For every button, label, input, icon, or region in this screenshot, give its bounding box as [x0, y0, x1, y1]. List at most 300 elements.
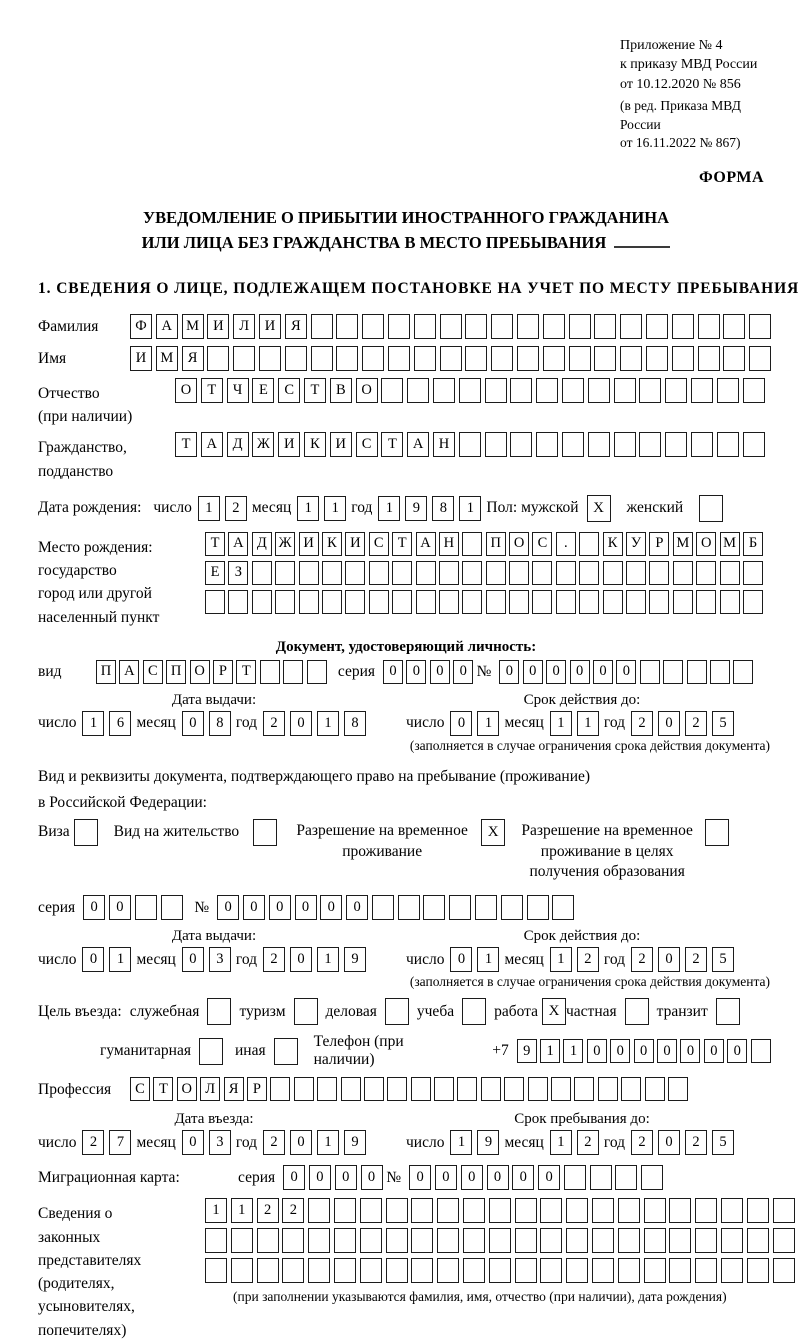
form-cell[interactable]	[556, 590, 576, 614]
form-cell[interactable]: 0	[406, 660, 426, 684]
form-cell[interactable]: 0	[290, 1130, 312, 1155]
form-cell[interactable]	[317, 1077, 337, 1101]
form-cell[interactable]	[362, 346, 384, 371]
form-cell[interactable]	[345, 590, 365, 614]
form-cell[interactable]	[407, 378, 429, 403]
form-cell[interactable]: 0	[727, 1039, 747, 1063]
form-cell[interactable]	[311, 314, 333, 339]
form-cell[interactable]: 0	[658, 1130, 680, 1155]
form-cell[interactable]	[646, 314, 668, 339]
form-cell[interactable]: 9	[517, 1039, 537, 1063]
form-cell[interactable]	[615, 1165, 637, 1190]
form-cell[interactable]	[588, 432, 610, 457]
form-cell[interactable]	[733, 660, 753, 684]
form-cell[interactable]	[392, 561, 412, 585]
form-cell[interactable]	[645, 1077, 665, 1101]
form-cell[interactable]: 0	[430, 660, 450, 684]
form-cell[interactable]: 2	[82, 1130, 104, 1155]
form-cell[interactable]	[672, 314, 694, 339]
form-cell[interactable]: 0	[680, 1039, 700, 1063]
form-cell[interactable]	[299, 561, 319, 585]
form-cell[interactable]	[603, 561, 623, 585]
form-cell[interactable]	[233, 346, 255, 371]
form-cell[interactable]: Т	[236, 660, 256, 684]
form-cell[interactable]: Т	[175, 432, 197, 457]
form-cell[interactable]: П	[486, 532, 506, 556]
form-cell[interactable]	[540, 1198, 562, 1223]
form-cell[interactable]: 1	[317, 711, 339, 736]
form-cell[interactable]: 1	[550, 711, 572, 736]
form-cell[interactable]: А	[407, 432, 429, 457]
form-cell[interactable]	[231, 1258, 253, 1283]
form-cell[interactable]	[773, 1198, 795, 1223]
form-cell[interactable]	[489, 1258, 511, 1283]
form-cell[interactable]	[592, 1258, 614, 1283]
checkbox-purpose-humanitarian[interactable]	[199, 1038, 223, 1065]
form-cell[interactable]: 0	[217, 895, 239, 920]
form-cell[interactable]	[205, 590, 225, 614]
form-cell[interactable]: И	[278, 432, 300, 457]
form-cell[interactable]: 1	[477, 947, 499, 972]
form-cell[interactable]	[398, 895, 420, 920]
form-cell[interactable]	[270, 1077, 290, 1101]
form-cell[interactable]: 8	[209, 711, 231, 736]
form-cell[interactable]: 5	[712, 1130, 734, 1155]
form-cell[interactable]	[440, 346, 462, 371]
form-cell[interactable]: О	[175, 378, 197, 403]
form-cell[interactable]: 0	[546, 660, 566, 684]
form-cell[interactable]: 0	[283, 1165, 305, 1190]
form-cell[interactable]	[552, 895, 574, 920]
form-cell[interactable]: 0	[320, 895, 342, 920]
form-cell[interactable]: Е	[205, 561, 225, 585]
form-cell[interactable]	[283, 660, 303, 684]
form-cell[interactable]: 9	[344, 947, 366, 972]
form-cell[interactable]: 1	[540, 1039, 560, 1063]
checkbox-purpose-study[interactable]	[462, 998, 486, 1025]
form-cell[interactable]: 8	[344, 711, 366, 736]
form-cell[interactable]	[161, 895, 183, 920]
form-cell[interactable]	[710, 660, 730, 684]
form-cell[interactable]	[747, 1228, 769, 1253]
form-cell[interactable]	[592, 1198, 614, 1223]
form-cell[interactable]	[626, 561, 646, 585]
form-cell[interactable]: И	[345, 532, 365, 556]
form-cell[interactable]	[228, 590, 248, 614]
form-cell[interactable]	[540, 1258, 562, 1283]
form-cell[interactable]: 0	[290, 711, 312, 736]
form-cell[interactable]	[543, 346, 565, 371]
form-cell[interactable]	[721, 1258, 743, 1283]
form-cell[interactable]	[668, 1077, 688, 1101]
form-cell[interactable]	[449, 895, 471, 920]
form-cell[interactable]: 0	[658, 947, 680, 972]
form-cell[interactable]: 2	[577, 1130, 599, 1155]
form-cell[interactable]: О	[177, 1077, 197, 1101]
form-cell[interactable]	[433, 378, 455, 403]
form-cell[interactable]	[439, 590, 459, 614]
form-cell[interactable]	[743, 561, 763, 585]
form-cell[interactable]	[437, 1198, 459, 1223]
form-cell[interactable]: С	[130, 1077, 150, 1101]
form-cell[interactable]	[665, 432, 687, 457]
form-cell[interactable]: С	[369, 532, 389, 556]
form-cell[interactable]	[517, 314, 539, 339]
form-cell[interactable]: 1	[317, 1130, 339, 1155]
form-cell[interactable]: 0	[335, 1165, 357, 1190]
form-cell[interactable]	[485, 432, 507, 457]
form-cell[interactable]: 0	[523, 660, 543, 684]
form-cell[interactable]	[392, 590, 412, 614]
form-cell[interactable]: С	[143, 660, 163, 684]
form-cell[interactable]: Ч	[227, 378, 249, 403]
form-cell[interactable]: 0	[450, 711, 472, 736]
form-cell[interactable]	[334, 1198, 356, 1223]
form-cell[interactable]	[687, 660, 707, 684]
form-cell[interactable]	[562, 378, 584, 403]
form-cell[interactable]	[566, 1198, 588, 1223]
form-cell[interactable]	[673, 590, 693, 614]
form-cell[interactable]: 0	[409, 1165, 431, 1190]
form-cell[interactable]	[423, 895, 445, 920]
form-cell[interactable]	[515, 1258, 537, 1283]
form-cell[interactable]	[260, 660, 280, 684]
form-cell[interactable]	[486, 590, 506, 614]
form-cell[interactable]	[603, 590, 623, 614]
form-cell[interactable]	[669, 1198, 691, 1223]
checkbox-purpose-private[interactable]	[625, 998, 649, 1025]
form-cell[interactable]	[414, 314, 436, 339]
form-cell[interactable]	[489, 1198, 511, 1223]
form-cell[interactable]: 1	[477, 711, 499, 736]
form-cell[interactable]	[485, 378, 507, 403]
form-cell[interactable]: К	[603, 532, 623, 556]
form-cell[interactable]	[695, 1228, 717, 1253]
form-cell[interactable]	[275, 590, 295, 614]
form-cell[interactable]	[532, 590, 552, 614]
form-cell[interactable]: К	[304, 432, 326, 457]
form-cell[interactable]	[414, 346, 436, 371]
form-cell[interactable]	[509, 590, 529, 614]
form-cell[interactable]: 0	[83, 895, 105, 920]
form-cell[interactable]	[475, 895, 497, 920]
form-cell[interactable]	[579, 590, 599, 614]
form-cell[interactable]: С	[356, 432, 378, 457]
form-cell[interactable]: П	[96, 660, 116, 684]
form-cell[interactable]: 7	[109, 1130, 131, 1155]
form-cell[interactable]	[566, 1228, 588, 1253]
form-cell[interactable]: О	[509, 532, 529, 556]
form-cell[interactable]	[381, 378, 403, 403]
form-cell[interactable]	[463, 1198, 485, 1223]
form-cell[interactable]	[362, 314, 384, 339]
form-cell[interactable]	[334, 1258, 356, 1283]
form-cell[interactable]	[691, 432, 713, 457]
form-cell[interactable]	[626, 590, 646, 614]
form-cell[interactable]: 0	[657, 1039, 677, 1063]
form-cell[interactable]	[207, 346, 229, 371]
form-cell[interactable]	[551, 1077, 571, 1101]
form-cell[interactable]: Р	[247, 1077, 267, 1101]
form-cell[interactable]: 2	[631, 1130, 653, 1155]
form-cell[interactable]: 1	[550, 1130, 572, 1155]
form-cell[interactable]	[695, 1198, 717, 1223]
form-cell[interactable]: 1	[231, 1198, 253, 1223]
form-cell[interactable]: 0	[82, 947, 104, 972]
form-cell[interactable]	[644, 1228, 666, 1253]
form-cell[interactable]	[308, 1198, 330, 1223]
form-cell[interactable]	[569, 314, 591, 339]
form-cell[interactable]: 0	[435, 1165, 457, 1190]
form-cell[interactable]	[341, 1077, 361, 1101]
form-cell[interactable]	[416, 590, 436, 614]
form-cell[interactable]: А	[119, 660, 139, 684]
checkbox-sex-male[interactable]: X	[587, 495, 611, 522]
form-cell[interactable]	[773, 1228, 795, 1253]
form-cell[interactable]: 9	[477, 1130, 499, 1155]
form-cell[interactable]	[695, 1258, 717, 1283]
form-cell[interactable]	[282, 1228, 304, 1253]
form-cell[interactable]: И	[207, 314, 229, 339]
form-cell[interactable]	[696, 561, 716, 585]
form-cell[interactable]	[614, 432, 636, 457]
form-cell[interactable]	[751, 1039, 771, 1063]
form-cell[interactable]	[618, 1258, 640, 1283]
form-cell[interactable]	[569, 346, 591, 371]
form-cell[interactable]	[721, 1198, 743, 1223]
form-cell[interactable]: 3	[209, 1130, 231, 1155]
form-cell[interactable]: М	[673, 532, 693, 556]
form-cell[interactable]: 0	[512, 1165, 534, 1190]
form-cell[interactable]: .	[556, 532, 576, 556]
form-cell[interactable]	[462, 590, 482, 614]
form-cell[interactable]	[562, 432, 584, 457]
form-cell[interactable]	[372, 895, 394, 920]
form-cell[interactable]: Д	[252, 532, 272, 556]
form-cell[interactable]	[486, 561, 506, 585]
form-cell[interactable]	[369, 590, 389, 614]
form-cell[interactable]	[620, 314, 642, 339]
form-cell[interactable]: 0	[634, 1039, 654, 1063]
form-cell[interactable]	[621, 1077, 641, 1101]
form-cell[interactable]	[527, 895, 549, 920]
form-cell[interactable]	[416, 561, 436, 585]
form-cell[interactable]	[540, 1228, 562, 1253]
form-cell[interactable]	[257, 1228, 279, 1253]
form-cell[interactable]	[515, 1228, 537, 1253]
form-cell[interactable]	[388, 314, 410, 339]
form-cell[interactable]	[649, 590, 669, 614]
form-cell[interactable]: П	[166, 660, 186, 684]
form-cell[interactable]: 1	[317, 947, 339, 972]
form-cell[interactable]: У	[626, 532, 646, 556]
form-cell[interactable]	[510, 378, 532, 403]
form-cell[interactable]	[614, 378, 636, 403]
form-cell[interactable]	[336, 346, 358, 371]
form-cell[interactable]: 1	[563, 1039, 583, 1063]
form-cell[interactable]	[386, 1198, 408, 1223]
form-cell[interactable]: Т	[201, 378, 223, 403]
form-cell[interactable]	[592, 1228, 614, 1253]
form-cell[interactable]	[620, 346, 642, 371]
form-cell[interactable]: 2	[685, 947, 707, 972]
form-cell[interactable]	[322, 590, 342, 614]
form-cell[interactable]: А	[201, 432, 223, 457]
form-cell[interactable]	[308, 1258, 330, 1283]
form-cell[interactable]: И	[130, 346, 152, 371]
form-cell[interactable]: 1	[297, 496, 319, 521]
form-cell[interactable]	[439, 561, 459, 585]
form-cell[interactable]: 8	[432, 496, 454, 521]
form-cell[interactable]	[639, 378, 661, 403]
form-cell[interactable]: Р	[649, 532, 669, 556]
form-cell[interactable]	[532, 561, 552, 585]
form-cell[interactable]	[459, 432, 481, 457]
form-cell[interactable]	[285, 346, 307, 371]
form-cell[interactable]: Н	[439, 532, 459, 556]
form-cell[interactable]	[501, 895, 523, 920]
form-cell[interactable]: Ж	[275, 532, 295, 556]
form-cell[interactable]	[386, 1228, 408, 1253]
form-cell[interactable]	[411, 1228, 433, 1253]
checkbox-purpose-business[interactable]	[207, 998, 231, 1025]
form-cell[interactable]	[536, 432, 558, 457]
form-cell[interactable]	[579, 561, 599, 585]
form-cell[interactable]	[564, 1165, 586, 1190]
form-cell[interactable]: В	[330, 378, 352, 403]
form-cell[interactable]: 2	[685, 1130, 707, 1155]
form-cell[interactable]	[307, 660, 327, 684]
form-cell[interactable]	[665, 378, 687, 403]
form-cell[interactable]	[360, 1258, 382, 1283]
form-cell[interactable]: 1	[378, 496, 400, 521]
form-cell[interactable]: 0	[346, 895, 368, 920]
form-cell[interactable]	[294, 1077, 314, 1101]
form-cell[interactable]	[698, 314, 720, 339]
form-cell[interactable]: Я	[224, 1077, 244, 1101]
form-cell[interactable]	[504, 1077, 524, 1101]
form-cell[interactable]: 0	[109, 895, 131, 920]
form-cell[interactable]	[360, 1198, 382, 1223]
form-cell[interactable]	[747, 1198, 769, 1223]
form-cell[interactable]: 2	[577, 947, 599, 972]
form-cell[interactable]	[308, 1228, 330, 1253]
form-cell[interactable]: Ф	[130, 314, 152, 339]
form-cell[interactable]	[536, 378, 558, 403]
form-cell[interactable]: 0	[450, 947, 472, 972]
form-cell[interactable]	[517, 346, 539, 371]
form-cell[interactable]: С	[278, 378, 300, 403]
form-cell[interactable]	[510, 432, 532, 457]
form-cell[interactable]: И	[299, 532, 319, 556]
form-cell[interactable]	[723, 314, 745, 339]
form-cell[interactable]	[743, 378, 765, 403]
form-cell[interactable]: 1	[82, 711, 104, 736]
checkbox-purpose-other[interactable]	[274, 1038, 298, 1065]
form-cell[interactable]	[135, 895, 157, 920]
checkbox-temp-residence[interactable]: X	[481, 819, 505, 846]
form-cell[interactable]	[364, 1077, 384, 1101]
checkbox-sex-female[interactable]	[699, 495, 723, 522]
form-cell[interactable]: 0	[616, 660, 636, 684]
form-cell[interactable]	[465, 314, 487, 339]
form-cell[interactable]	[457, 1077, 477, 1101]
form-cell[interactable]: 1	[324, 496, 346, 521]
form-cell[interactable]: И	[330, 432, 352, 457]
form-cell[interactable]	[437, 1228, 459, 1253]
form-cell[interactable]	[566, 1258, 588, 1283]
form-cell[interactable]	[720, 590, 740, 614]
form-cell[interactable]	[720, 561, 740, 585]
form-cell[interactable]: 0	[182, 711, 204, 736]
form-cell[interactable]: М	[156, 346, 178, 371]
form-cell[interactable]	[282, 1258, 304, 1283]
form-cell[interactable]	[639, 432, 661, 457]
form-cell[interactable]	[437, 1258, 459, 1283]
form-cell[interactable]	[369, 561, 389, 585]
form-cell[interactable]: А	[228, 532, 248, 556]
form-cell[interactable]: А	[416, 532, 436, 556]
form-cell[interactable]: 2	[631, 947, 653, 972]
form-cell[interactable]: 1	[109, 947, 131, 972]
form-cell[interactable]	[491, 314, 513, 339]
form-cell[interactable]	[440, 314, 462, 339]
form-cell[interactable]: Я	[285, 314, 307, 339]
form-cell[interactable]: 0	[269, 895, 291, 920]
form-cell[interactable]: 1	[205, 1198, 227, 1223]
form-cell[interactable]	[259, 346, 281, 371]
form-cell[interactable]: М	[720, 532, 740, 556]
form-cell[interactable]: 0	[383, 660, 403, 684]
form-cell[interactable]: 0	[487, 1165, 509, 1190]
form-cell[interactable]	[691, 378, 713, 403]
form-cell[interactable]: О	[696, 532, 716, 556]
form-cell[interactable]: Е	[252, 378, 274, 403]
form-cell[interactable]	[594, 346, 616, 371]
form-cell[interactable]	[644, 1258, 666, 1283]
form-cell[interactable]: И	[259, 314, 281, 339]
form-cell[interactable]	[672, 346, 694, 371]
form-cell[interactable]	[345, 561, 365, 585]
form-cell[interactable]	[743, 590, 763, 614]
form-cell[interactable]: Б	[743, 532, 763, 556]
form-cell[interactable]	[257, 1258, 279, 1283]
form-cell[interactable]: Т	[205, 532, 225, 556]
form-cell[interactable]	[387, 1077, 407, 1101]
form-cell[interactable]	[717, 378, 739, 403]
form-cell[interactable]: 9	[405, 496, 427, 521]
form-cell[interactable]: Т	[381, 432, 403, 457]
form-cell[interactable]	[717, 432, 739, 457]
form-cell[interactable]: 2	[631, 711, 653, 736]
form-cell[interactable]: З	[228, 561, 248, 585]
form-cell[interactable]: Т	[153, 1077, 173, 1101]
form-cell[interactable]: 1	[459, 496, 481, 521]
form-cell[interactable]	[231, 1228, 253, 1253]
form-cell[interactable]	[669, 1258, 691, 1283]
form-cell[interactable]	[743, 432, 765, 457]
form-cell[interactable]: Р	[213, 660, 233, 684]
form-cell[interactable]	[205, 1228, 227, 1253]
form-cell[interactable]: Л	[200, 1077, 220, 1101]
form-cell[interactable]	[462, 532, 482, 556]
form-cell[interactable]: Я	[182, 346, 204, 371]
form-cell[interactable]	[311, 346, 333, 371]
form-cell[interactable]: 0	[461, 1165, 483, 1190]
checkbox-purpose-commercial[interactable]	[385, 998, 409, 1025]
form-cell[interactable]	[388, 346, 410, 371]
form-cell[interactable]: 3	[209, 947, 231, 972]
